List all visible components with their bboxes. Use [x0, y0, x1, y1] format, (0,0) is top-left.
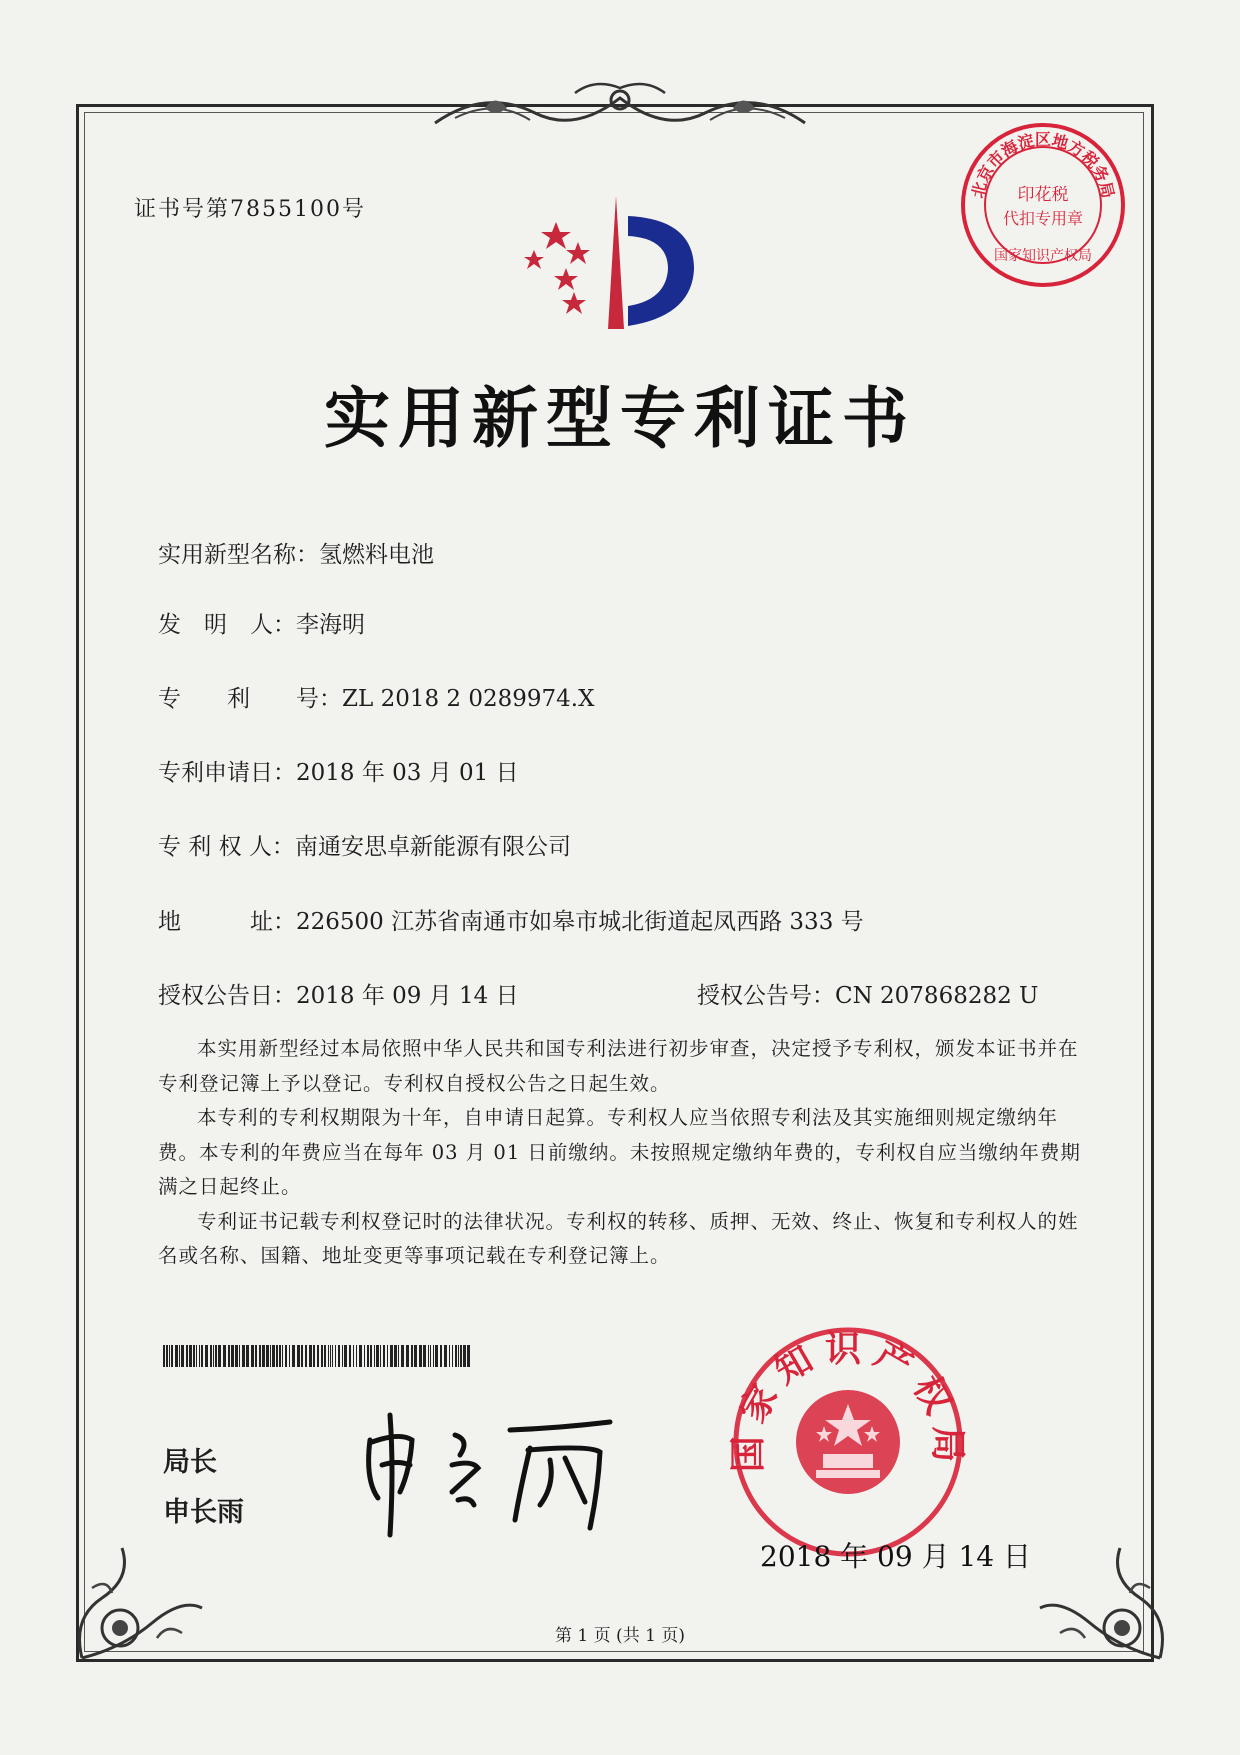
barcode-bar: [383, 1345, 385, 1367]
barcode-bar: [356, 1345, 357, 1367]
barcode-bar: [444, 1345, 447, 1367]
national-ip-office-seal: [728, 1322, 968, 1562]
barcode-bar: [292, 1345, 295, 1367]
bottom-right-ornament: [1030, 1528, 1180, 1668]
barcode-bar: [328, 1345, 329, 1367]
barcode-bar: [262, 1345, 265, 1367]
barcode: [163, 1345, 473, 1367]
barcode-bar: [376, 1345, 379, 1367]
barcode-bar: [276, 1345, 278, 1367]
field-name-label: 实用新型名称：: [158, 542, 319, 568]
field-patentee: [158, 828, 571, 861]
barcode-bar: [228, 1345, 230, 1367]
barcode-bar: [189, 1345, 192, 1367]
field-inventor-label: 发 明 人：: [158, 612, 296, 638]
barcode-bar: [193, 1345, 195, 1367]
barcode-bar: [335, 1345, 336, 1367]
barcode-bar: [398, 1345, 399, 1367]
certificate-number: 证书号第7855100号: [134, 197, 366, 222]
barcode-bar: [394, 1345, 397, 1367]
seal-date: 2018 年 09 月 14 日: [760, 1540, 1032, 1573]
barcode-bar: [387, 1345, 388, 1367]
barcode-bar: [313, 1345, 315, 1367]
barcode-bar: [179, 1345, 180, 1367]
field-patentee-value: 南通安思卓新能源有限公司: [294, 834, 571, 860]
field-grant-no: [697, 977, 1038, 1010]
field-grant-date-label: 授权公告日：: [158, 983, 296, 1009]
barcode-bar: [440, 1345, 442, 1367]
barcode-bar: [181, 1345, 184, 1367]
certificate-body: [158, 1032, 1084, 1274]
field-filing-date-value: 2018 年 03 月 01 日: [296, 760, 519, 786]
barcode-bar: [215, 1345, 217, 1367]
barcode-bar: [406, 1345, 409, 1367]
top-ornament: [425, 78, 815, 138]
body-paragraph: 专利证书记载专利权登记时的法律状况。专利权的转移、质押、无效、终止、恢复和专利权人的姓名或名称、国籍、地址变更等事项记载在专利登记簿上。: [158, 1209, 1079, 1267]
body-paragraph: 本实用新型经过本局依照中华人民共和国专利法进行初步审查，决定授予专利权，颁发本证书并在专利登记簿上予以登记。专利权自授权公告之日起生效。: [158, 1037, 1079, 1095]
barcode-bar: [169, 1345, 170, 1367]
barcode-bar: [175, 1345, 178, 1367]
barcode-bar: [433, 1345, 434, 1367]
barcode-bar: [338, 1345, 340, 1367]
seal-ring-text: 国家知识产权局: [728, 1329, 968, 1473]
barcode-bar: [467, 1345, 470, 1367]
bottom-left-ornament: [62, 1528, 212, 1668]
tax-seal-line2: 代扣专用章: [1002, 209, 1084, 228]
field-grant-no-label: 授权公告号：: [697, 983, 835, 1009]
barcode-bar: [367, 1345, 369, 1367]
barcode-bar: [414, 1345, 417, 1367]
field-patent-no-label: 专 利 号：: [158, 686, 342, 712]
barcode-bar: [223, 1345, 226, 1367]
director-signature: [360, 1410, 620, 1540]
barcode-bar: [301, 1345, 303, 1367]
barcode-bar: [463, 1345, 466, 1367]
barcode-bar: [201, 1345, 203, 1367]
barcode-bar: [411, 1345, 413, 1367]
barcode-bar: [166, 1345, 168, 1367]
field-inventor: [158, 606, 365, 639]
barcode-bar: [246, 1345, 249, 1367]
barcode-bar: [330, 1345, 331, 1367]
barcode-bar: [196, 1345, 197, 1367]
barcode-bar: [452, 1345, 453, 1367]
barcode-bar: [349, 1345, 351, 1367]
tax-stamp-seal: [958, 120, 1128, 290]
barcode-bar: [435, 1345, 438, 1367]
field-filing-date-label: 专利申请日：: [158, 760, 296, 786]
barcode-bar: [364, 1345, 365, 1367]
field-grant-no-value: CN 207868282 U: [835, 983, 1039, 1009]
tax-seal-line1: 印花税: [1017, 185, 1069, 205]
barcode-bar: [449, 1345, 450, 1367]
barcode-bar: [309, 1345, 312, 1367]
barcode-bar: [428, 1345, 429, 1367]
barcode-bar: [266, 1345, 269, 1367]
field-name-value: 氢燃料电池: [319, 542, 434, 568]
barcode-bar: [458, 1345, 459, 1367]
barcode-bar: [342, 1345, 343, 1367]
field-patentee-label: 专 利 权 人：: [158, 834, 295, 860]
barcode-bar: [317, 1345, 319, 1367]
field-patent-no: [158, 680, 594, 713]
barcode-bar: [324, 1345, 326, 1367]
field-address-value: 226500 江苏省南通市如皋市城北街道起凤西路 333 号: [296, 909, 864, 935]
barcode-bar: [213, 1345, 214, 1367]
field-patent-no-value: ZL 2018 2 0289974.X: [342, 686, 595, 712]
barcode-bar: [242, 1345, 245, 1367]
barcode-bar: [359, 1345, 362, 1367]
barcode-bar: [289, 1345, 290, 1367]
barcode-bar: [297, 1345, 300, 1367]
barcode-bar: [370, 1345, 372, 1367]
tax-seal-ring-text: 北京市海淀区地方税务局: [968, 130, 1118, 200]
page-title: 实用新型专利证书: [324, 380, 916, 457]
barcode-bar: [390, 1345, 393, 1367]
barcode-bar: [239, 1345, 240, 1367]
barcode-bar: [344, 1345, 347, 1367]
director-title: 局长: [163, 1447, 217, 1478]
barcode-bar: [231, 1345, 234, 1367]
page-number: 第 1 页 (共 1 页): [555, 1626, 685, 1646]
barcode-bar: [279, 1345, 281, 1367]
barcode-bar: [272, 1345, 275, 1367]
tax-seal-bottom-text: 国家知识产权局: [994, 248, 1092, 264]
body-paragraph: 本专利的专利权期限为十年，自申请日起算。专利权人应当依照专利法及其实施细则规定缴纳年费。本专利的年费应当在每年 03 月 01 日前缴纳。未按照规定缴纳年费的，专利权自应当缴纳年费期满之日起终止。: [158, 1106, 1081, 1198]
field-inventor-value: 李海明: [296, 612, 365, 638]
field-filing-date: [158, 754, 519, 787]
barcode-bar: [305, 1345, 307, 1367]
barcode-bar: [321, 1345, 323, 1367]
barcode-bar: [163, 1345, 165, 1367]
barcode-bar: [259, 1345, 261, 1367]
barcode-bar: [255, 1345, 257, 1367]
barcode-bar: [251, 1345, 254, 1367]
director-name: 申长雨: [163, 1497, 244, 1528]
barcode-bar: [423, 1345, 426, 1367]
barcode-bar: [419, 1345, 422, 1367]
barcode-bar: [401, 1345, 404, 1367]
barcode-bar: [218, 1345, 221, 1367]
field-grant-date: [158, 977, 519, 1010]
barcode-bar: [455, 1345, 457, 1367]
barcode-bar: [460, 1345, 462, 1367]
field-name: [158, 536, 434, 569]
field-address: [158, 903, 864, 936]
barcode-bar: [186, 1345, 188, 1367]
barcode-bar: [374, 1345, 375, 1367]
barcode-bar: [235, 1345, 238, 1367]
barcode-bar: [270, 1345, 271, 1367]
barcode-bar: [430, 1345, 431, 1367]
barcode-bar: [353, 1345, 354, 1367]
barcode-bar: [332, 1345, 333, 1367]
barcode-bar: [210, 1345, 212, 1367]
barcode-bar: [199, 1345, 200, 1367]
barcode-bar: [171, 1345, 173, 1367]
field-address-label: 地 址：: [158, 909, 296, 935]
barcode-bar: [380, 1345, 381, 1367]
field-grant-date-value: 2018 年 09 月 14 日: [296, 983, 519, 1009]
barcode-bar: [205, 1345, 208, 1367]
barcode-bar: [285, 1345, 287, 1367]
barcode-bar: [282, 1345, 283, 1367]
patent-office-emblem: [516, 194, 706, 344]
